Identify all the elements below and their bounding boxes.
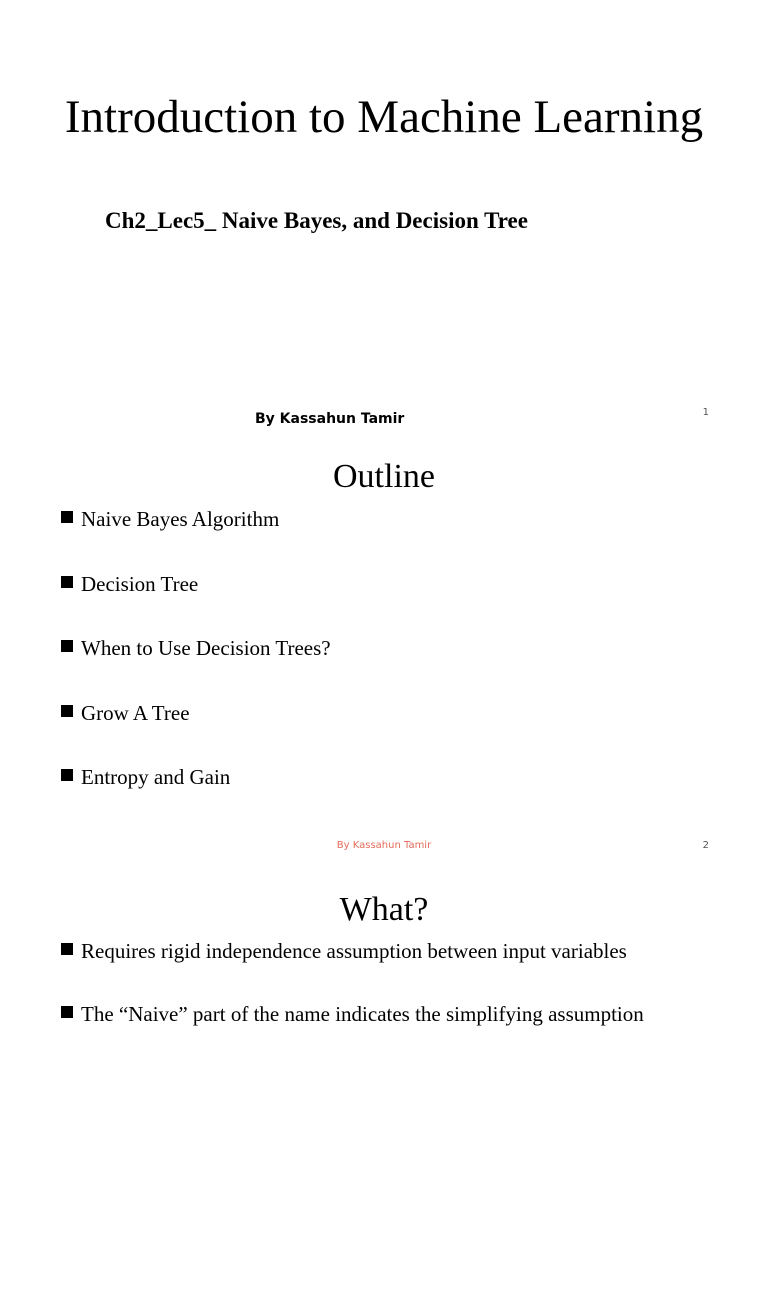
footer-author: By Kassahun Tamir xyxy=(336,840,432,851)
bullet-text: Decision Tree xyxy=(81,571,199,596)
square-bullet-icon xyxy=(61,640,73,652)
bullet-item xyxy=(60,634,331,662)
slide-title: Introduction to Machine Learning xyxy=(64,91,704,143)
bullet-text: Requires rigid independence assumption between input variables xyxy=(81,939,627,963)
slide-1 xyxy=(0,0,768,433)
square-bullet-icon xyxy=(61,769,73,781)
bullet-text: Naive Bayes Algorithm xyxy=(81,507,280,531)
slide-subtitle: Ch2_Lec5_ Naive Bayes, and Decision Tree xyxy=(105,208,528,233)
bullet-item xyxy=(60,699,331,727)
bullet-list xyxy=(60,937,644,1063)
slide-2 xyxy=(0,433,768,866)
square-bullet-icon xyxy=(61,511,73,523)
square-bullet-icon xyxy=(61,943,73,955)
bullet-text: Grow A Tree xyxy=(81,700,190,725)
square-bullet-icon xyxy=(61,1006,73,1018)
slide-title: What? xyxy=(339,891,429,928)
square-bullet-icon xyxy=(61,705,73,717)
bullet-list xyxy=(60,505,331,828)
bullet-item xyxy=(60,763,331,791)
page-number: 2 xyxy=(702,840,709,851)
slide-3 xyxy=(0,866,768,1299)
page-number: 1 xyxy=(702,407,709,418)
author-byline: By Kassahun Tamir xyxy=(255,411,405,427)
bullet-item xyxy=(60,505,331,533)
bullet-item xyxy=(60,570,331,598)
bullet-text: Entropy and Gain xyxy=(81,765,231,789)
square-bullet-icon xyxy=(61,576,73,588)
bullet-text: The “Naive” part of the name indicates the simplifying assumption xyxy=(81,1002,644,1026)
bullet-text: When to Use Decision Trees? xyxy=(81,636,331,660)
slide-title: Outline xyxy=(333,458,435,495)
bullet-item xyxy=(60,937,644,965)
